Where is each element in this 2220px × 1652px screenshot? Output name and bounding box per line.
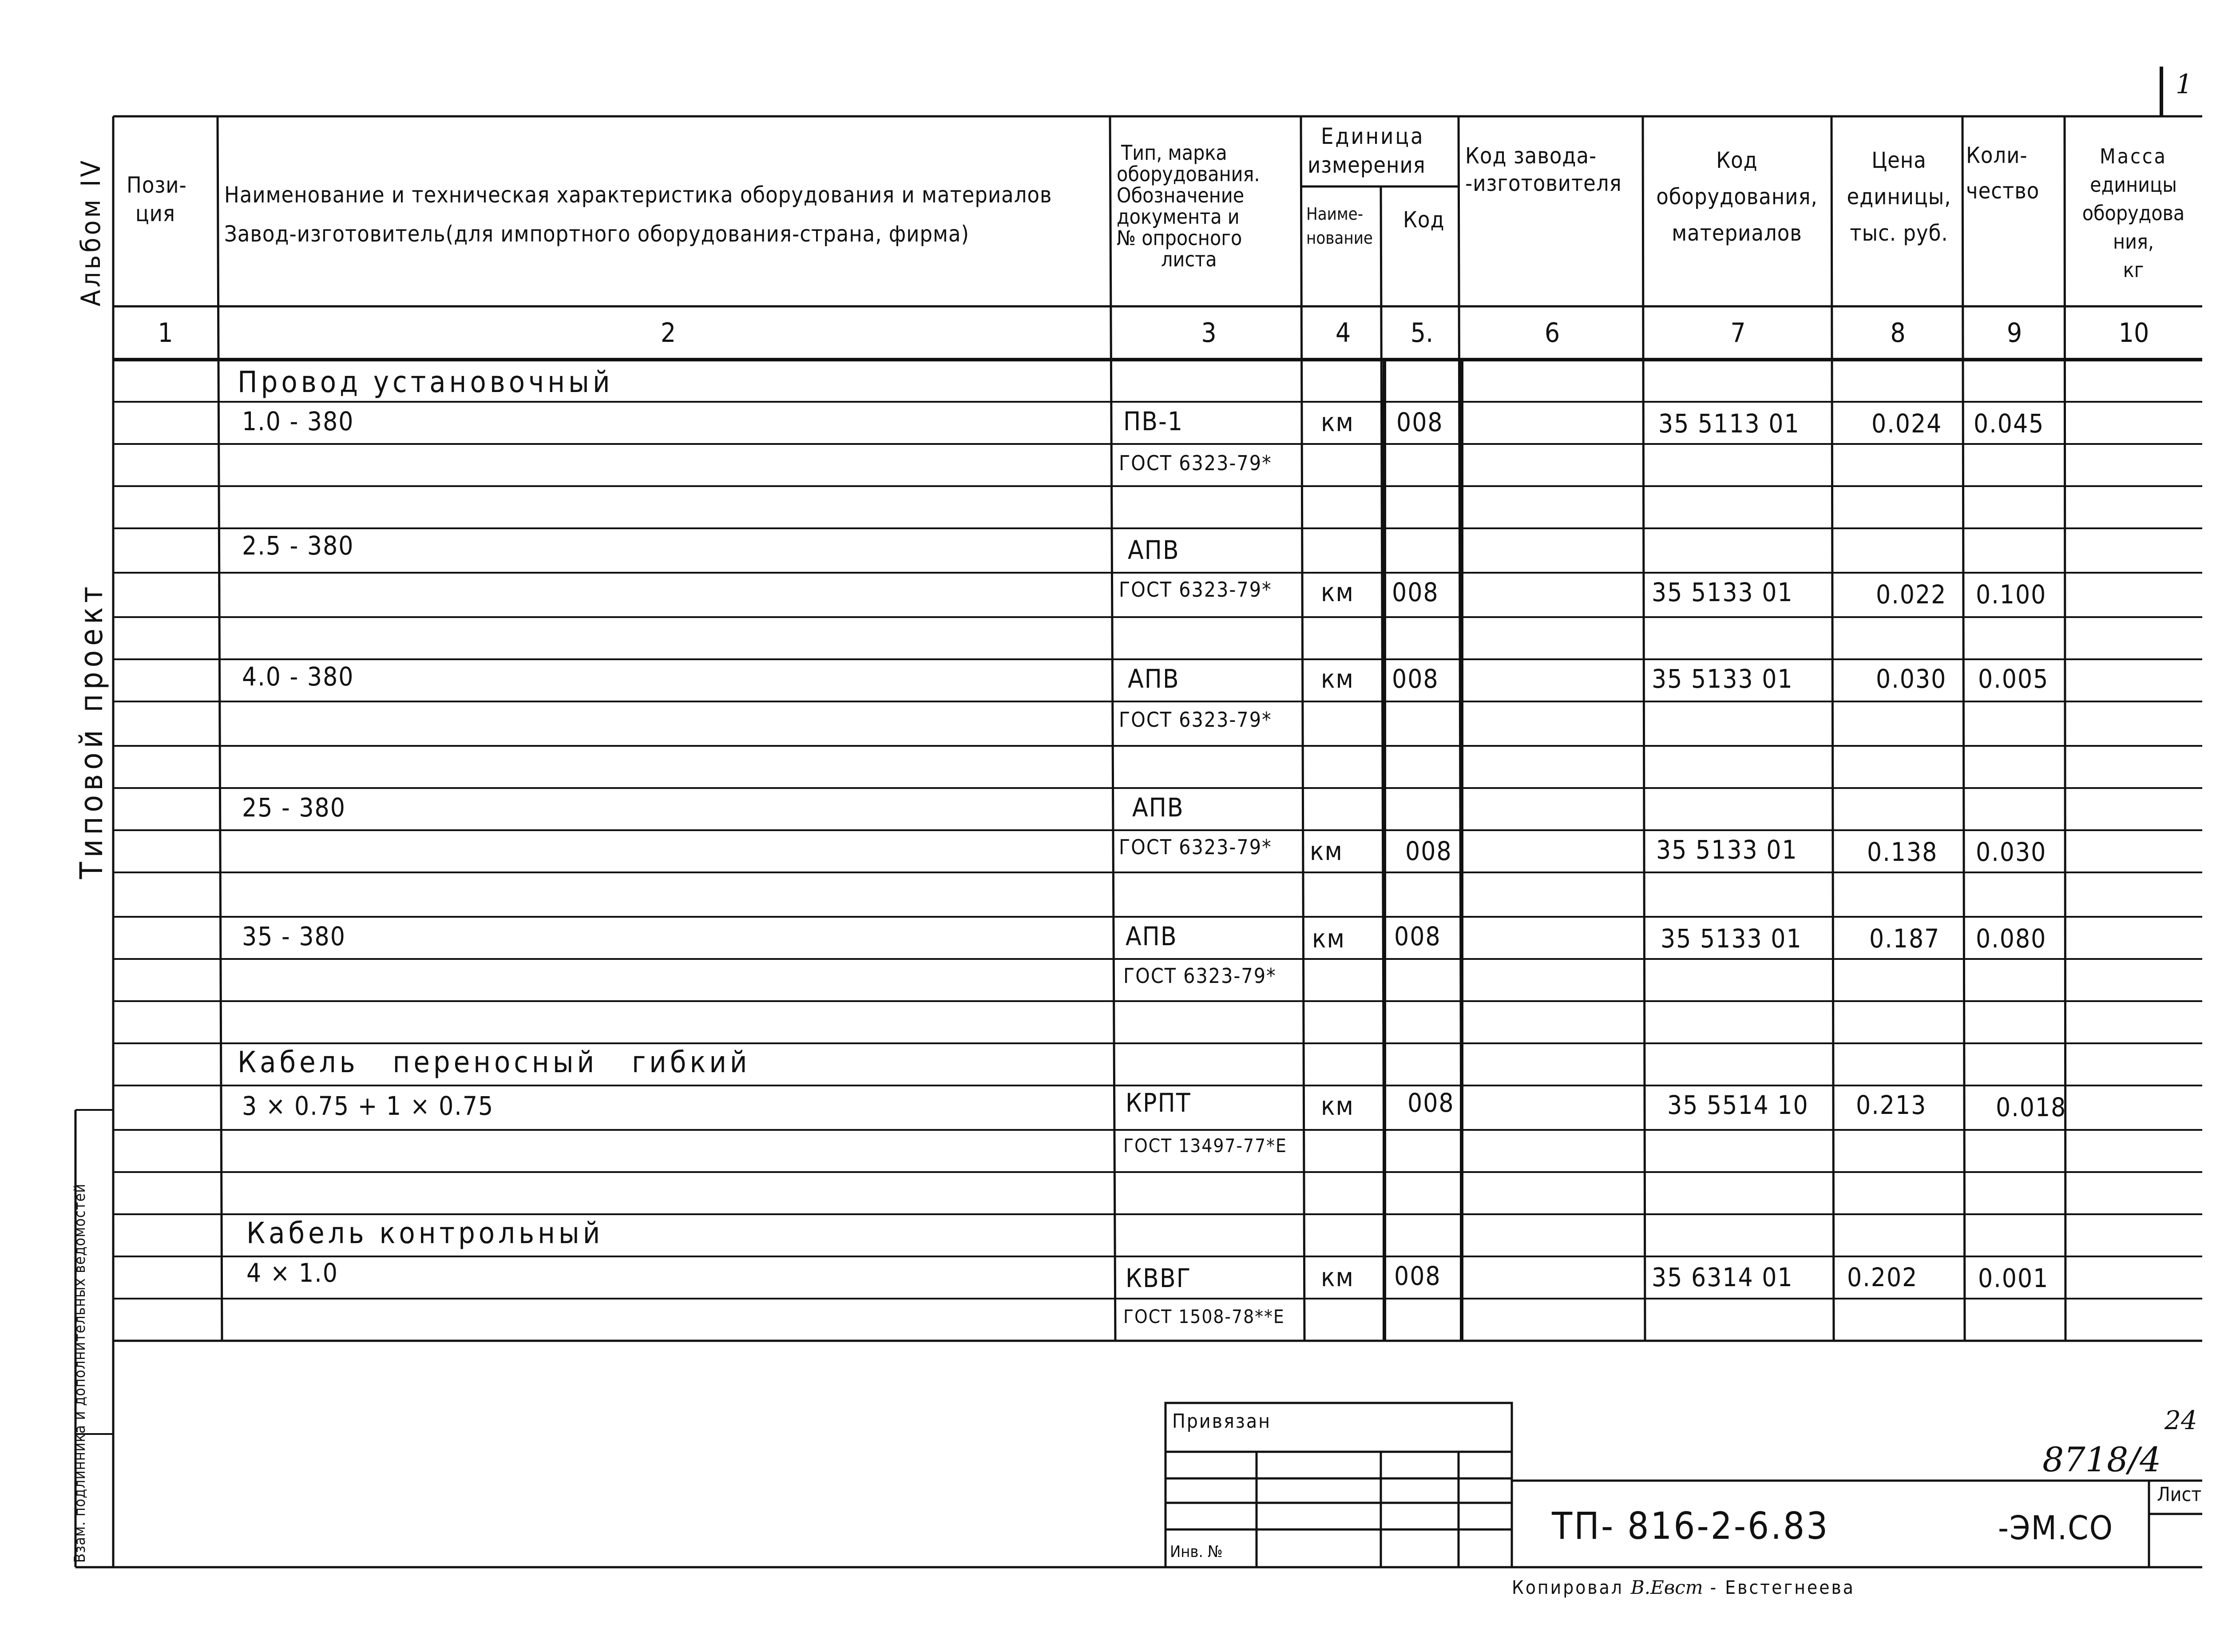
item-name: 35 - 380: [242, 921, 346, 951]
album-label: Альбом IV: [75, 158, 107, 306]
item-name: 25 - 380: [242, 792, 346, 823]
item-price: 0.138: [1867, 837, 1938, 867]
item-unit-code: 008: [1394, 1261, 1441, 1291]
item-price: 0.030: [1876, 664, 1947, 694]
item-unit-code: 008: [1394, 921, 1441, 951]
item-name: 2.5 - 380: [242, 531, 354, 561]
group-title: Кабель контрольный: [246, 1216, 604, 1250]
item-type: АПВ: [1128, 535, 1180, 565]
item-unit: км: [1321, 407, 1354, 437]
item-unit: км: [1321, 664, 1354, 694]
group-title: Провод установочный: [238, 365, 614, 399]
item-quantity: 0.018: [1996, 1092, 2067, 1122]
header-material-code: Код оборудования, материалов: [1656, 147, 1818, 246]
copied-signature: В.Евст: [1630, 1577, 1703, 1598]
header-mass: Масса единицы оборудова ния, кг: [2082, 144, 2185, 282]
header-position: Пози- ция: [127, 172, 187, 226]
item-material-code: 35 5133 01: [1656, 835, 1798, 865]
item-quantity: 0.030: [1976, 837, 2047, 867]
item-type: КРПТ: [1126, 1088, 1191, 1118]
item-material-code: 35 6314 01: [1652, 1262, 1793, 1292]
colnum-8: 8: [1890, 317, 1906, 349]
binding-strip-label: Взам. подлинника и дополнительных ведомостей: [71, 1183, 89, 1563]
item-standard: ГОСТ 6323-79*: [1119, 835, 1272, 859]
item-type: АПВ: [1128, 664, 1180, 694]
project-label: Типовой проект: [73, 582, 110, 879]
colnum-9: 9: [2006, 317, 2022, 349]
header-name: Наименование и техническая характеристика оборудования и материалов Завод-изготовитель(для импортного оборудования-страна, фирма): [224, 182, 1052, 247]
item-unit-code: 008: [1392, 664, 1439, 694]
copied-by: [1512, 1578, 1855, 1597]
item-unit: км: [1321, 1262, 1354, 1292]
item-quantity: 0.001: [1978, 1263, 2049, 1293]
item-material-code: 35 5113 01: [1658, 408, 1800, 439]
item-material-code: 35 5133 01: [1652, 577, 1793, 607]
item-name: 3 × 0.75 + 1 × 0.75: [242, 1091, 494, 1121]
header-factory-code: Код завода- -изготовителя: [1465, 143, 1622, 196]
item-standard: ГОСТ 6323-79*: [1119, 578, 1272, 602]
colnum-2: 2: [660, 317, 676, 349]
group-title: Кабель переносный гибкий: [238, 1045, 751, 1079]
item-standard: ГОСТ 13497-77*Е: [1123, 1135, 1287, 1157]
item-standard: ГОСТ 6323-79*: [1119, 708, 1272, 732]
colnum-7: 7: [1730, 317, 1746, 349]
item-unit-code: 008: [1396, 407, 1443, 437]
item-price: 0.202: [1847, 1262, 1918, 1292]
copied-label: Копировал: [1512, 1577, 1624, 1598]
item-quantity: 0.100: [1976, 579, 2047, 610]
copied-name: - Евстегнеева: [1710, 1577, 1855, 1598]
privyazan-label: Привязан: [1172, 1410, 1271, 1433]
item-quantity: 0.005: [1978, 664, 2049, 694]
item-unit-code: 008: [1405, 836, 1452, 866]
item-unit: км: [1321, 1091, 1354, 1121]
item-standard: ГОСТ 6323-79*: [1119, 451, 1272, 475]
corner-mark: 1: [2176, 69, 2193, 100]
header-price: Цена единицы, тыс. руб.: [1847, 147, 1951, 246]
item-name: 1.0 - 380: [242, 406, 354, 436]
item-price: 0.213: [1856, 1090, 1927, 1120]
item-type: АПВ: [1126, 921, 1177, 951]
item-standard: ГОСТ 1508-78**Е: [1123, 1306, 1285, 1327]
item-price: 0.022: [1876, 579, 1947, 610]
document-code: ТП- 816-2-6.83: [1552, 1504, 1830, 1548]
item-unit: км: [1321, 577, 1354, 607]
item-type: КВВГ: [1126, 1263, 1192, 1293]
colnum-4: 4: [1335, 317, 1351, 349]
item-price: 0.024: [1871, 408, 1942, 439]
sheet-code: -ЭМ.СО: [1998, 1509, 2114, 1547]
item-name: 4.0 - 380: [242, 662, 354, 692]
header-unit-group: Единица измерения: [1308, 123, 1426, 178]
colnum-6: 6: [1544, 317, 1560, 349]
item-name: 4 × 1.0: [246, 1258, 339, 1288]
item-quantity: 0.045: [1974, 408, 2045, 439]
colnum-10: 10: [2118, 317, 2149, 349]
item-type: ПВ-1: [1123, 406, 1184, 436]
header-quantity: Коли- чество: [1966, 143, 2040, 204]
item-material-code: 35 5133 01: [1661, 923, 1802, 954]
item-material-code: 35 5514 10: [1667, 1090, 1809, 1120]
item-unit-code: 008: [1392, 577, 1439, 607]
colnum-1: 1: [158, 317, 173, 349]
item-unit: км: [1310, 836, 1343, 866]
header-type: Тип, марка оборудования. Обозначение документа и № опросного листа: [1117, 141, 1260, 271]
sheet-list-label: Лист: [2157, 1483, 2202, 1506]
item-unit: км: [1312, 923, 1345, 954]
item-price: 0.187: [1869, 923, 1940, 954]
item-type: АПВ: [1132, 792, 1184, 823]
archive-number: 8718/4: [2042, 1440, 2161, 1479]
item-material-code: 35 5133 01: [1652, 664, 1793, 694]
colnum-5: 5.: [1410, 317, 1434, 349]
item-unit-code: 008: [1407, 1088, 1455, 1118]
header-unit-code: Код: [1403, 207, 1445, 233]
item-quantity: 0.080: [1976, 923, 2047, 954]
header-unit-name: Наиме- нование: [1306, 204, 1373, 248]
inventory-number-label: Инв. №: [1170, 1543, 1223, 1561]
item-standard: ГОСТ 6323-79*: [1123, 964, 1276, 988]
sheet-number: 24: [2164, 1405, 2197, 1435]
colnum-3: 3: [1201, 317, 1217, 349]
